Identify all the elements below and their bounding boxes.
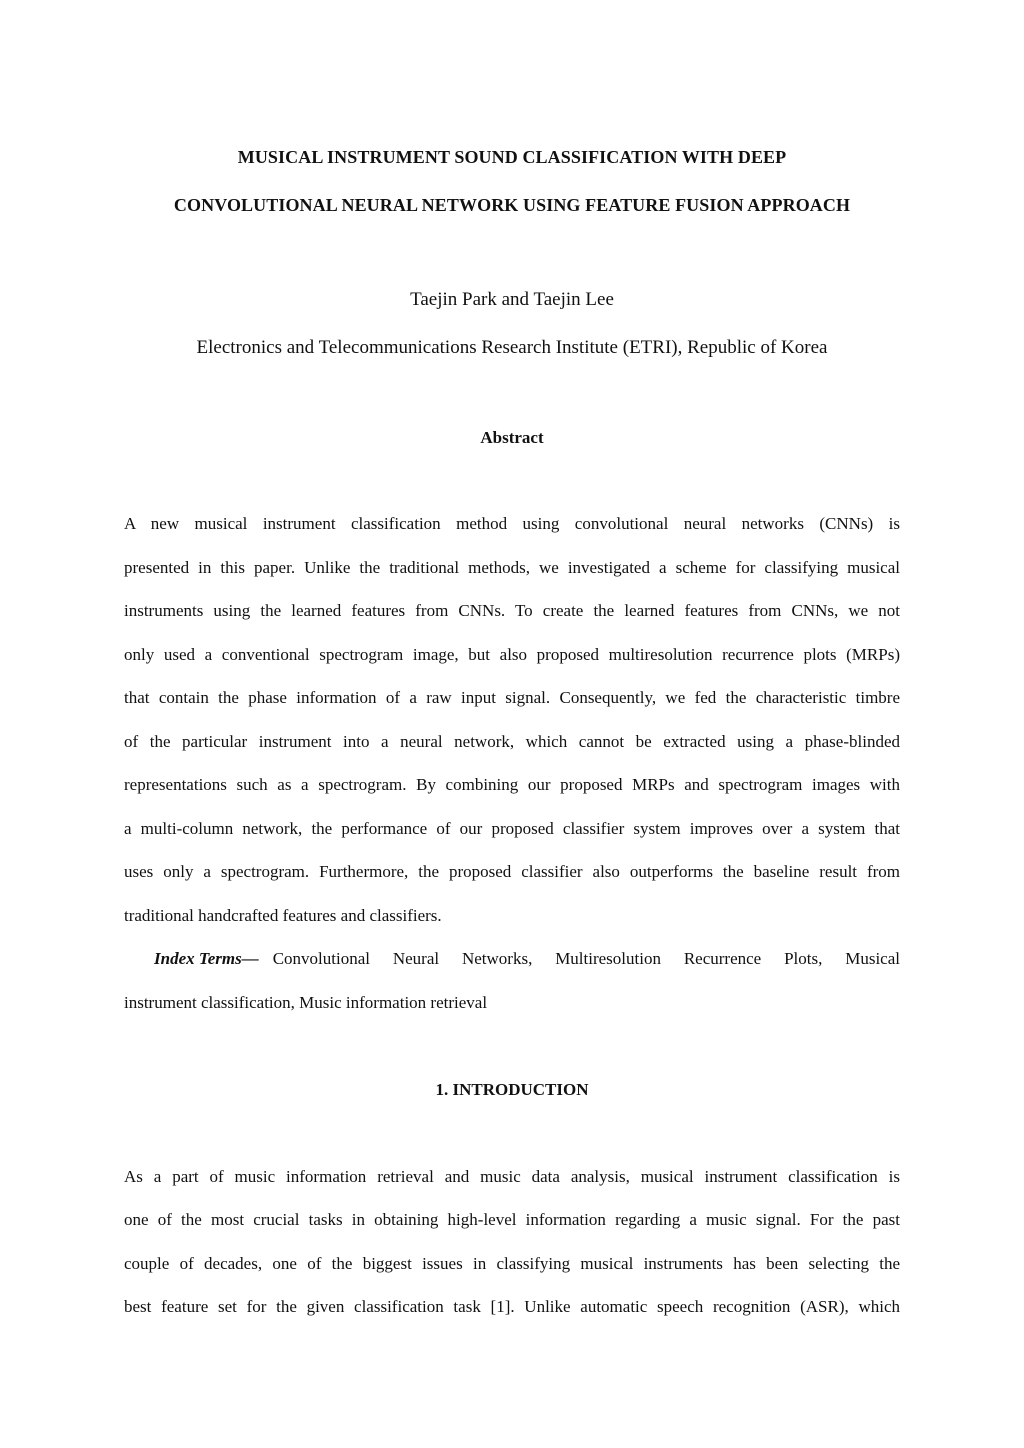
abstract-line: a multi-column network, the performance of our proposed classifier system improves over a system that: [124, 819, 900, 838]
abstract-line: presented in this paper. Unlike the traditional methods, we investigated a scheme for classifying musical: [124, 558, 900, 577]
abstract-heading: Abstract: [480, 428, 544, 447]
paper-title-line-2: CONVOLUTIONAL NEURAL NETWORK USING FEATURE FUSION APPROACH: [173, 195, 851, 215]
paper-title-line-1: MUSICAL INSTRUMENT SOUND CLASSIFICATION WITH DEEP: [237, 147, 787, 167]
abstract-line: of the particular instrument into a neural network, which cannot be extracted using a phase-blinded: [124, 732, 900, 751]
intro-line: best feature set for the given classification task [1]. Unlike automatic speech recognition (ASR), which: [124, 1297, 900, 1316]
abstract-line: representations such as a spectrogram. By combining our proposed MRPs and spectrogram images with: [124, 775, 900, 794]
introduction-heading: 1. INTRODUCTION: [435, 1080, 589, 1099]
intro-line: couple of decades, one of the biggest issues in classifying musical instruments has been selecting the: [124, 1254, 900, 1273]
abstract-line: uses only a spectrogram. Furthermore, the proposed classifier also outperforms the baseline result from: [124, 862, 900, 881]
index-terms-text: Convolutional Neural Networks, Multiresolution Recurrence Plots, Musical: [272, 949, 900, 968]
abstract-line: traditional handcrafted features and classifiers.: [124, 906, 442, 925]
authors: Taejin Park and Taejin Lee: [410, 289, 614, 310]
affiliation: Electronics and Telecommunications Research Institute (ETRI), Republic of Korea: [196, 337, 828, 358]
abstract-line: that contain the phase information of a raw input signal. Consequently, we fed the characteristic timbre: [124, 688, 900, 707]
abstract-line: instruments using the learned features from CNNs. To create the learned features from CNNs, we not: [124, 601, 900, 620]
index-terms-line-2: instrument classification, Music information retrieval: [124, 993, 488, 1012]
index-terms-label: Index Terms—: [154, 949, 259, 968]
index-terms-line-1: [154, 949, 900, 969]
intro-line: As a part of music information retrieval and music data analysis, musical instrument classification is: [124, 1167, 900, 1186]
intro-line: one of the most crucial tasks in obtaining high-level information regarding a music signal. For the past: [124, 1210, 900, 1229]
abstract-line: only used a conventional spectrogram image, but also proposed multiresolution recurrence plots (MRPs): [124, 645, 900, 664]
abstract-line: A new musical instrument classification method using convolutional neural networks (CNNs) is: [124, 514, 900, 533]
